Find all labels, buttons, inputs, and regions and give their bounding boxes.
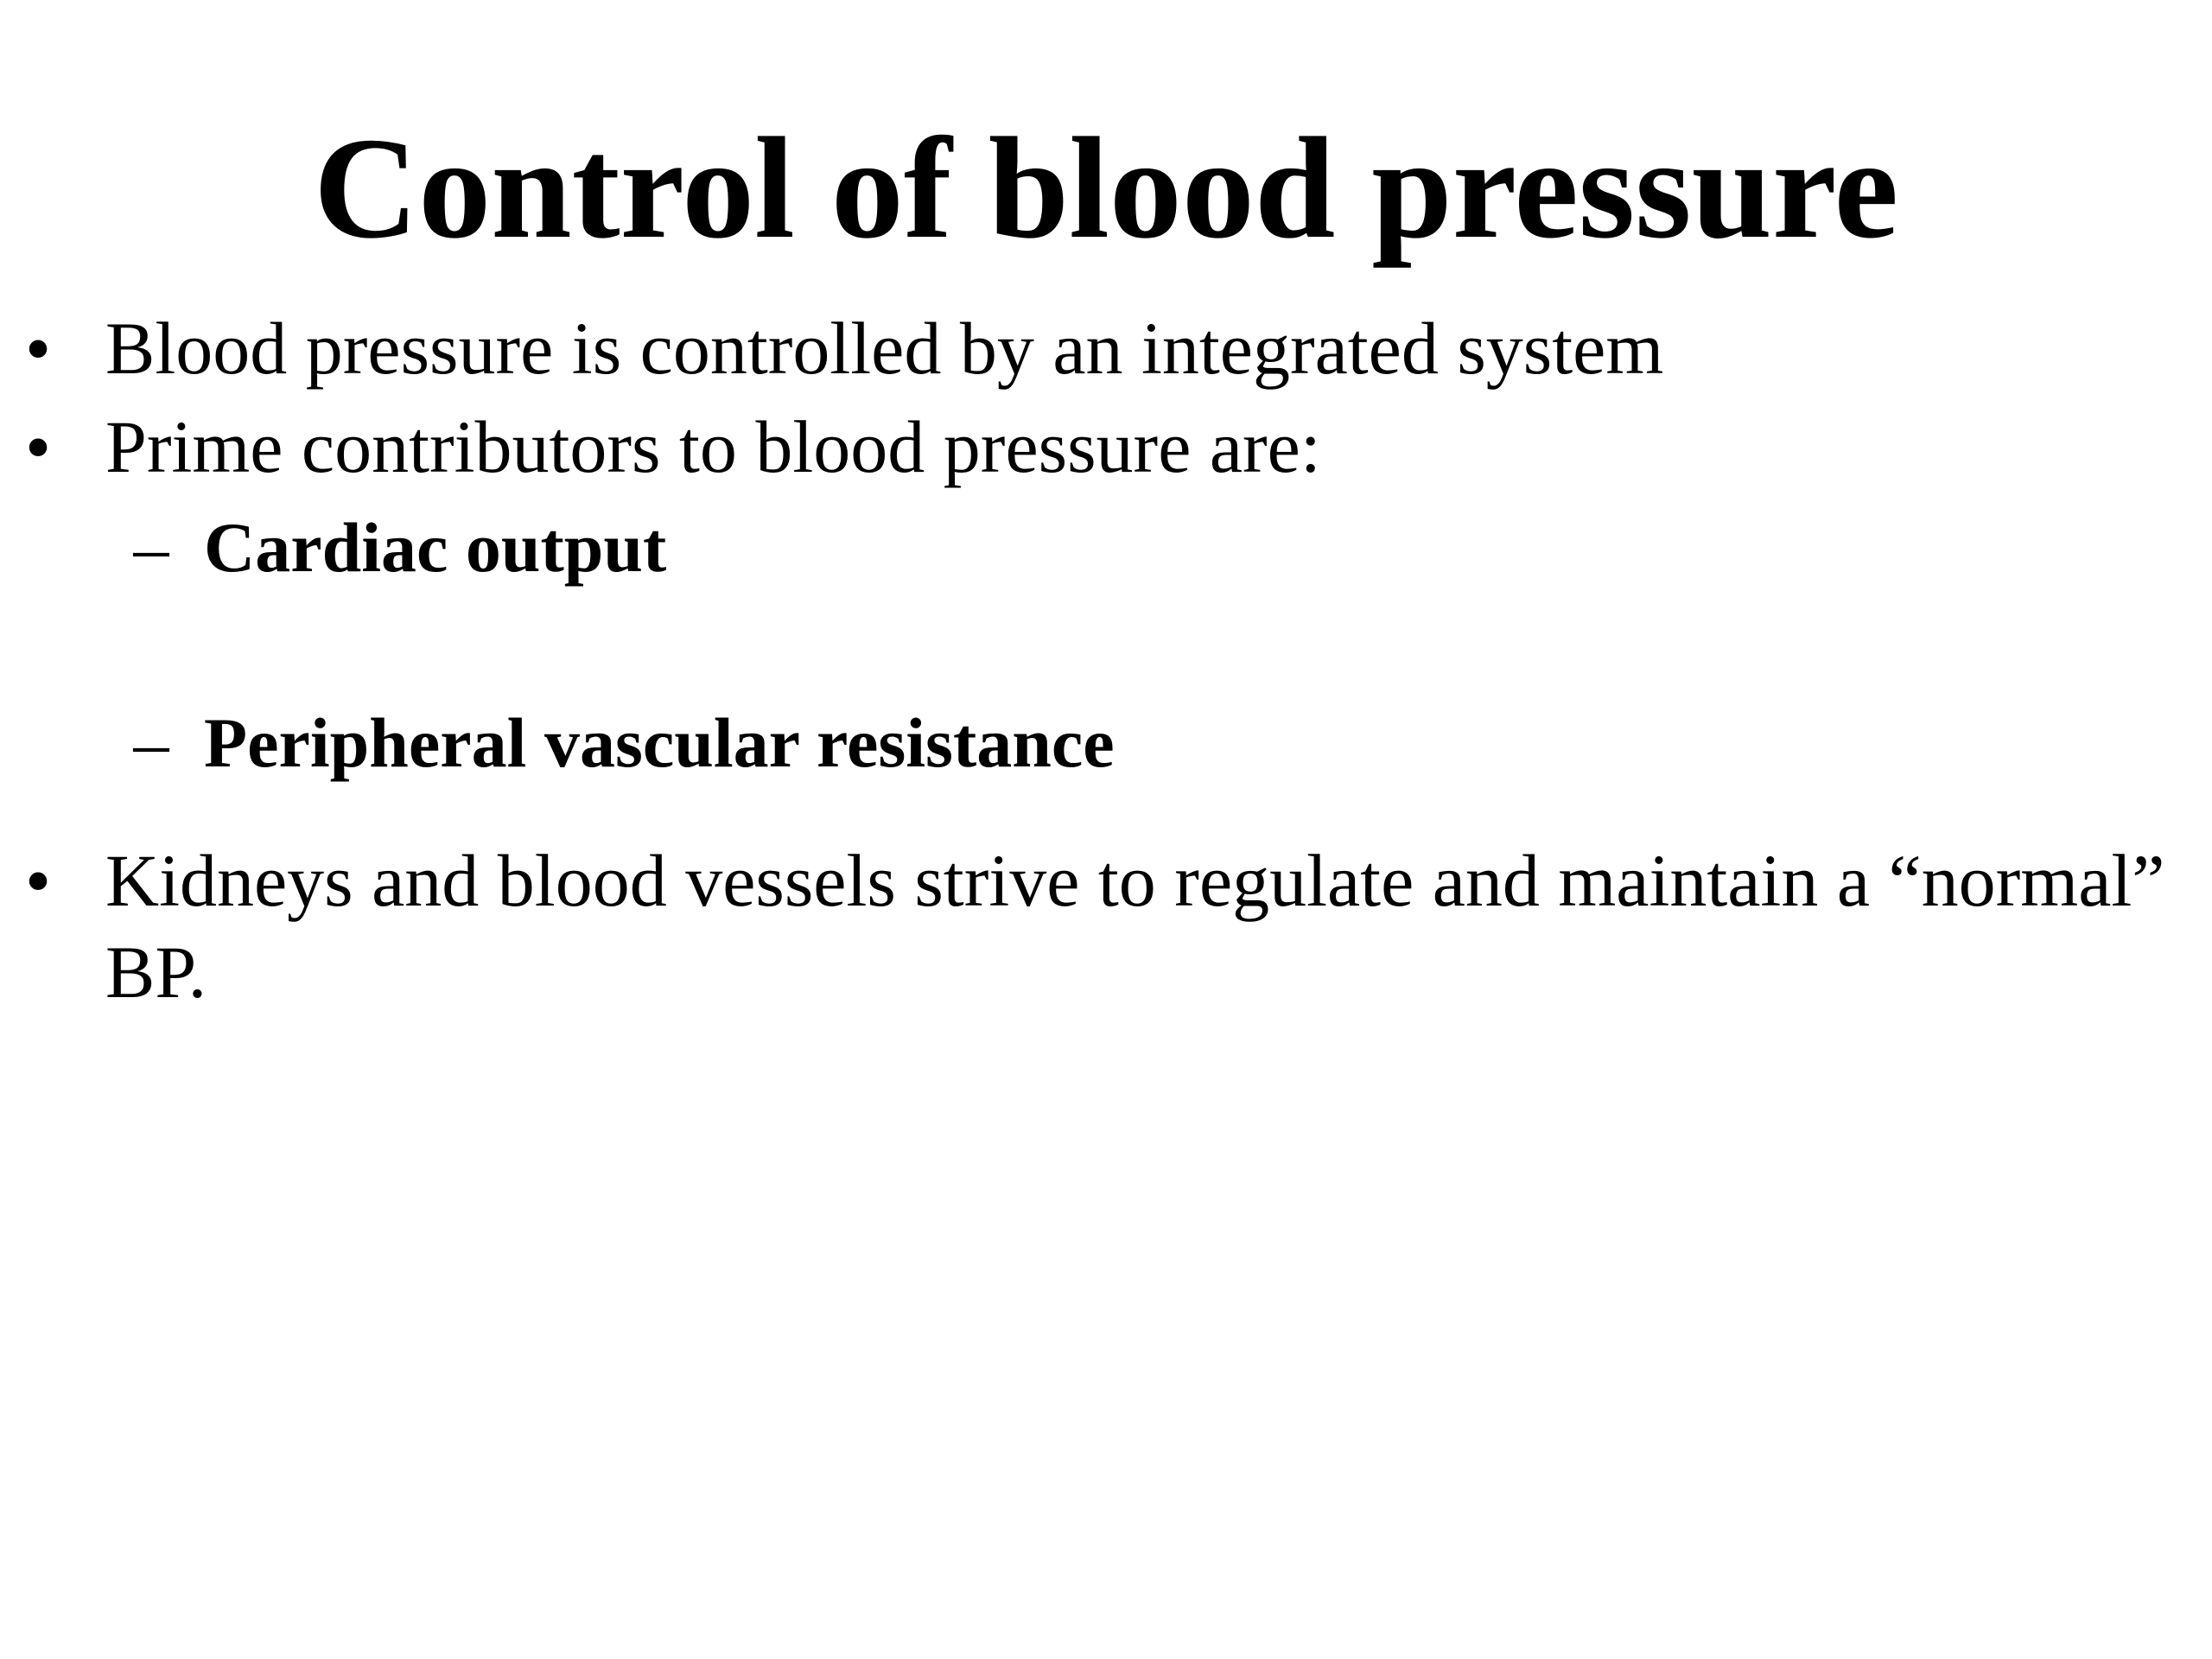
slide-title: Control of blood pressure	[313, 108, 1899, 269]
sub-bullet-text: Peripheral vascular resistance	[204, 703, 1115, 782]
bullet-marker: •	[24, 839, 52, 922]
bullet-text: Blood pressure is controlled by an integrated system	[105, 307, 1664, 390]
sub-bullet-text: Cardiac output	[204, 508, 667, 587]
sub-bullet-marker: –	[133, 703, 169, 782]
sub-bullet-marker: –	[133, 508, 169, 587]
bullet-marker: •	[24, 307, 52, 390]
bullet-item	[0, 835, 2212, 1025]
bullet-text: Kidneys and blood vessels strive to regulate and maintain a “normal” BP.	[105, 839, 2165, 1014]
bullet-text: Prime contributors to blood pressure are:	[105, 405, 1321, 488]
bullet-marker: •	[24, 405, 52, 488]
